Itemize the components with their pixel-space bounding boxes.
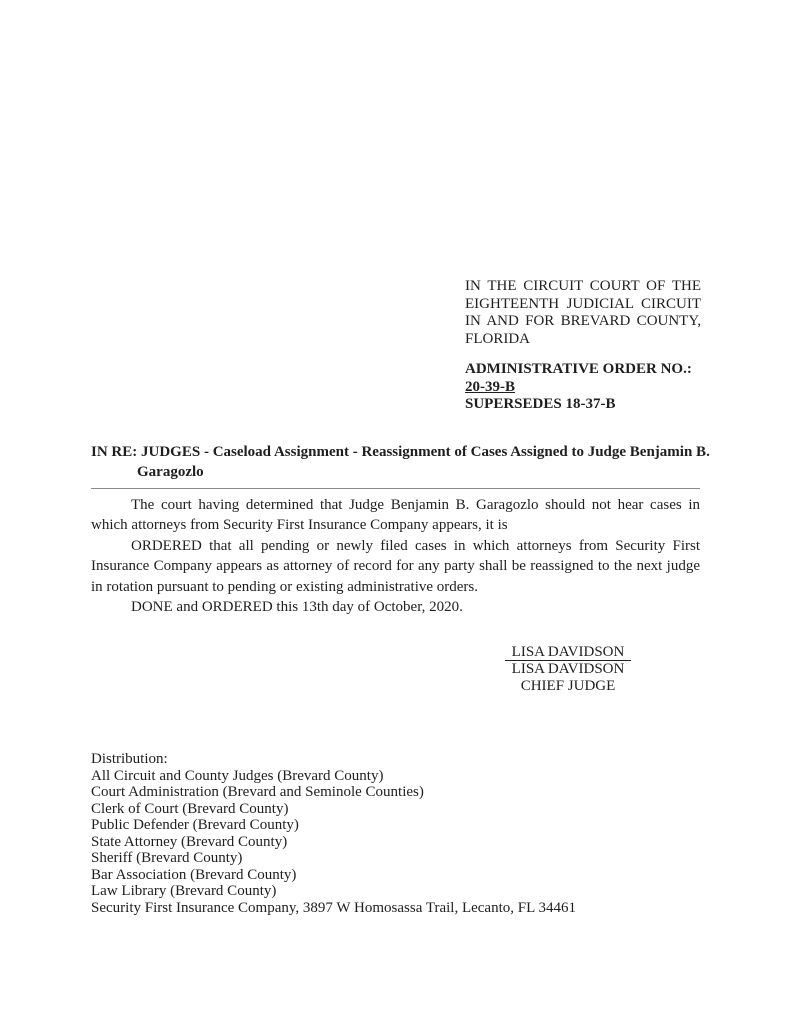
order-number-label: ADMINISTRATIVE ORDER NO.:: [465, 361, 692, 377]
distribution-item: Law Library (Brevard County): [91, 883, 277, 899]
distribution-item: Security First Insurance Company, 3897 W Homosassa Trail, Lecanto, FL 34461: [91, 899, 576, 916]
court-header-line: IN AND FOR BREVARD COUNTY,: [465, 313, 701, 329]
distribution-section: [91, 751, 700, 916]
distribution-item: Sheriff (Brevard County): [91, 850, 243, 866]
distribution-list: [91, 768, 700, 917]
signature-printed-name: LISA DAVIDSON: [511, 661, 625, 677]
court-header-line: EIGHTEENTH JUDICIAL CIRCUIT: [465, 295, 701, 312]
body-paragraph: DONE and ORDERED this 13th day of October, 2020.: [131, 599, 463, 615]
heading-rule: [91, 488, 700, 489]
distribution-heading: Distribution:: [91, 751, 168, 767]
case-heading-label: IN RE:: [91, 443, 138, 460]
distribution-item: All Circuit and County Judges (Brevard County): [91, 767, 384, 784]
case-heading-line1: [91, 442, 710, 462]
order-body: [91, 495, 700, 618]
body-paragraph: The court having determined that Judge Benjamin B. Garagozlo should not hear cases in which attorneys from Security First Insurance Company appears, it is: [91, 496, 700, 533]
distribution-item: State Attorney (Brevard County): [91, 833, 288, 850]
order-number-block: [465, 361, 701, 414]
order-supersedes: SUPERSEDES 18-37-B: [465, 396, 616, 412]
signature-block: [462, 644, 674, 695]
distribution-item: Public Defender (Brevard County): [91, 817, 299, 833]
signature-name: LISA DAVIDSON: [505, 644, 632, 662]
case-heading-subject-2: Garagozlo: [137, 463, 204, 480]
signature-title: CHIEF JUDGE: [520, 677, 616, 694]
signature-line: [462, 644, 674, 662]
case-heading: [91, 442, 710, 482]
body-paragraph: ORDERED that all pending or newly filed cases in which attorneys from Security First Insurance Company appears as attorney of record for any party shall be reassigned to the next judge in rotation pursuant to pending or existing administrative orders.: [91, 537, 700, 595]
case-heading-subject: JUDGES - Caseload Assignment - Reassignment of Cases Assigned to Judge Benjamin B.: [141, 443, 710, 460]
distribution-item: Bar Association (Brevard County): [91, 866, 297, 883]
distribution-item: Clerk of Court (Brevard County): [91, 800, 289, 817]
court-header-line: FLORIDA: [465, 330, 531, 347]
distribution-item: Court Administration (Brevard and Seminole Counties): [91, 784, 424, 800]
order-number-value: 20-39-B: [465, 378, 515, 395]
court-header: [465, 278, 701, 348]
court-header-line: IN THE CIRCUIT COURT OF THE: [465, 278, 701, 294]
document-content: [0, 278, 791, 916]
